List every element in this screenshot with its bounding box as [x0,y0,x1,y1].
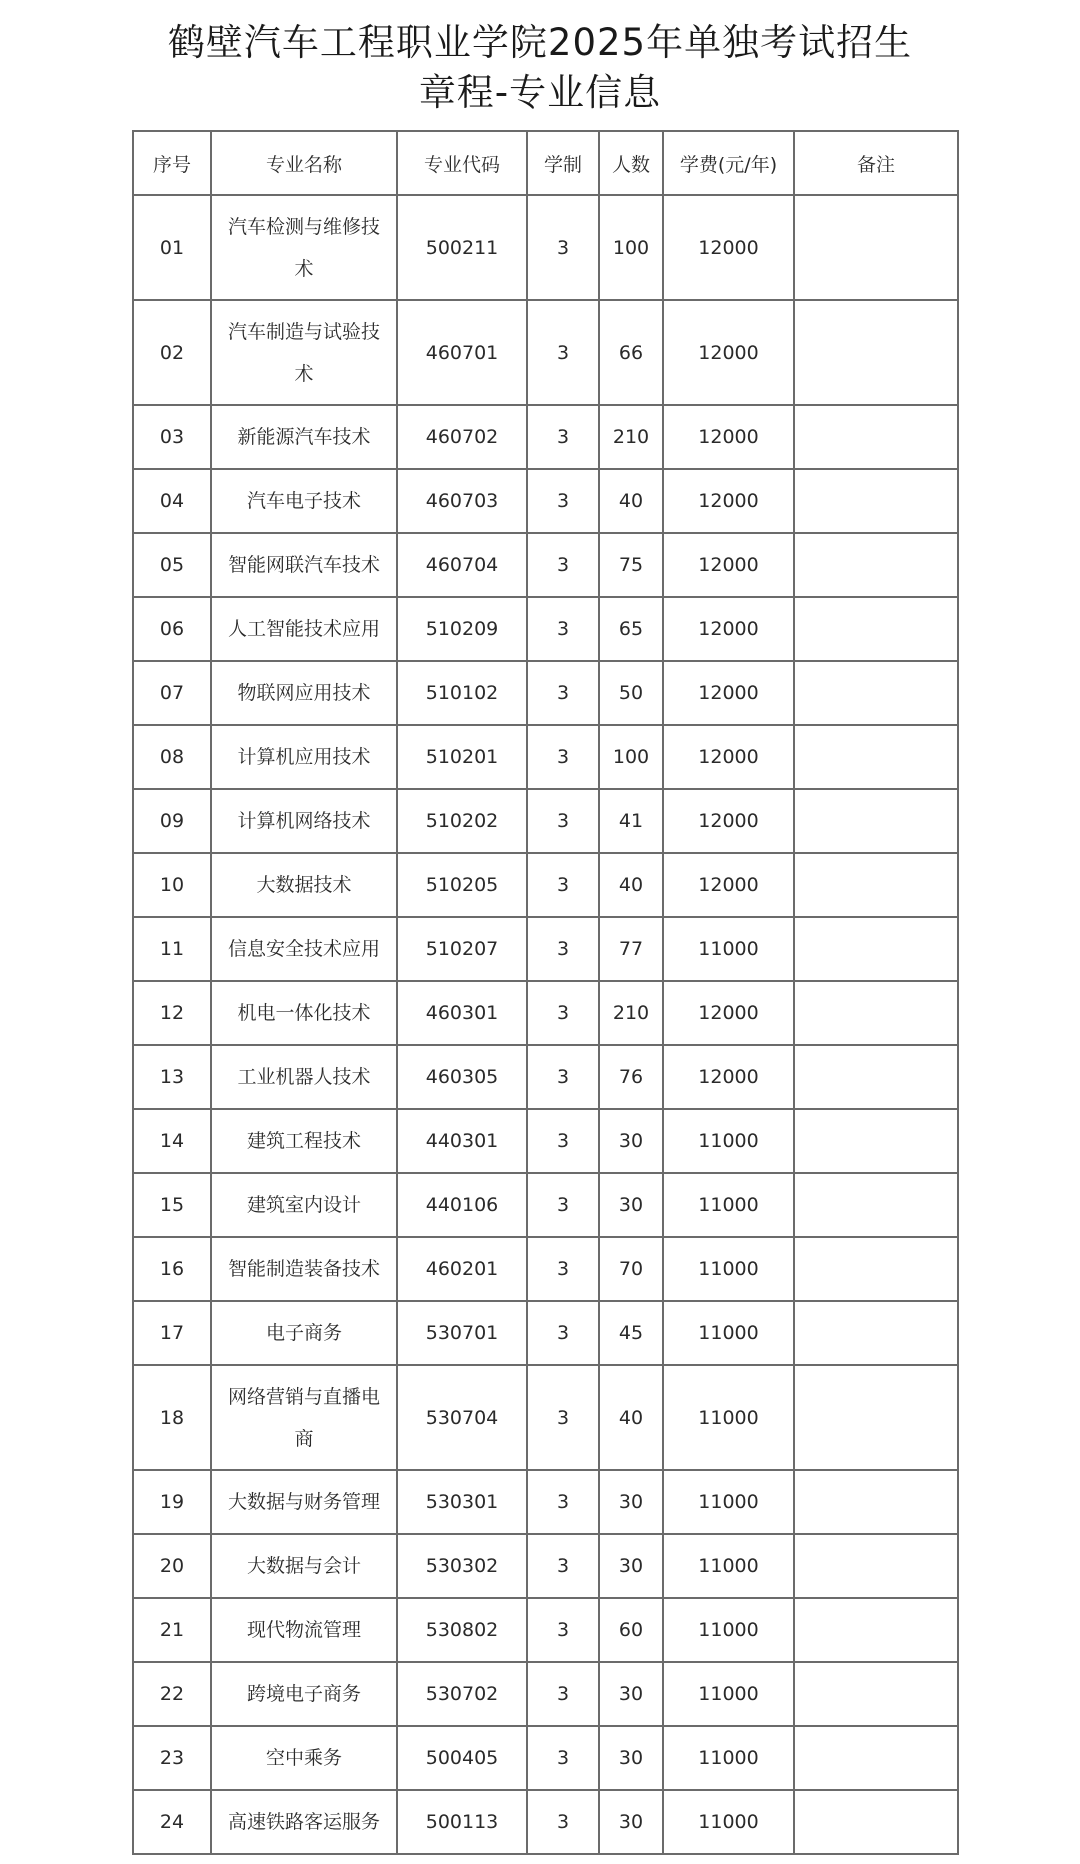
table-row [133,661,958,725]
cell-count: 40 [599,469,663,533]
cell-major-name: 大数据与财务管理 [211,1470,397,1534]
cell-major-code: 530301 [397,1470,527,1534]
header-no: 序号 [133,131,211,195]
cell-years: 3 [527,1237,599,1301]
cell-no: 10 [133,853,211,917]
cell-no: 12 [133,981,211,1045]
table-row [133,1301,958,1365]
cell-count: 76 [599,1045,663,1109]
cell-count: 70 [599,1237,663,1301]
cell-no: 13 [133,1045,211,1109]
cell-no: 18 [133,1365,211,1470]
cell-note [794,981,958,1045]
cell-years: 3 [527,1109,599,1173]
cell-no: 11 [133,917,211,981]
cell-major-code: 530702 [397,1662,527,1726]
cell-count: 30 [599,1726,663,1790]
cell-no: 21 [133,1598,211,1662]
table-row [133,195,958,300]
cell-note [794,1598,958,1662]
table-row [133,981,958,1045]
cell-no: 04 [133,469,211,533]
cell-count: 210 [599,405,663,469]
cell-fee: 11000 [663,1790,794,1854]
cell-major-code: 530302 [397,1534,527,1598]
cell-major-code: 530701 [397,1301,527,1365]
cell-fee: 11000 [663,1173,794,1237]
cell-major-name: 人工智能技术应用 [211,597,397,661]
cell-major-code: 500211 [397,195,527,300]
cell-note [794,300,958,405]
cell-major-name: 机电一体化技术 [211,981,397,1045]
table-row [133,1662,958,1726]
cell-fee: 12000 [663,300,794,405]
cell-years: 3 [527,1365,599,1470]
cell-note [794,195,958,300]
table-row [133,300,958,405]
cell-count: 100 [599,725,663,789]
cell-years: 3 [527,597,599,661]
cell-years: 3 [527,1045,599,1109]
cell-note [794,597,958,661]
cell-count: 77 [599,917,663,981]
cell-no: 06 [133,597,211,661]
cell-major-code: 510205 [397,853,527,917]
cell-fee: 11000 [663,1662,794,1726]
cell-no: 02 [133,300,211,405]
cell-major-name: 大数据技术 [211,853,397,917]
cell-years: 3 [527,300,599,405]
cell-years: 3 [527,1662,599,1726]
cell-fee: 11000 [663,1726,794,1790]
cell-no: 24 [133,1790,211,1854]
header-fee: 学费(元/年) [663,131,794,195]
cell-major-name: 计算机应用技术 [211,725,397,789]
cell-no: 08 [133,725,211,789]
cell-note [794,1301,958,1365]
cell-years: 3 [527,405,599,469]
cell-note [794,1365,958,1470]
cell-major-name: 建筑室内设计 [211,1173,397,1237]
cell-note [794,1173,958,1237]
cell-note [794,1726,958,1790]
cell-major-code: 500113 [397,1790,527,1854]
table-row [133,917,958,981]
cell-count: 60 [599,1598,663,1662]
cell-fee: 11000 [663,1237,794,1301]
cell-major-code: 530704 [397,1365,527,1470]
cell-fee: 12000 [663,661,794,725]
cell-fee: 11000 [663,1598,794,1662]
cell-note [794,1109,958,1173]
cell-major-code: 460702 [397,405,527,469]
cell-note [794,1662,958,1726]
cell-note [794,405,958,469]
cell-fee: 12000 [663,853,794,917]
cell-count: 30 [599,1790,663,1854]
cell-count: 50 [599,661,663,725]
cell-fee: 11000 [663,1470,794,1534]
cell-count: 30 [599,1662,663,1726]
cell-major-code: 460301 [397,981,527,1045]
cell-years: 3 [527,981,599,1045]
cell-major-code: 460201 [397,1237,527,1301]
cell-major-name: 计算机网络技术 [211,789,397,853]
table-row [133,853,958,917]
table-row [133,1726,958,1790]
cell-note [794,1790,958,1854]
cell-years: 3 [527,725,599,789]
cell-count: 30 [599,1173,663,1237]
cell-major-name: 汽车制造与试验技术 [211,300,397,405]
table-row [133,1173,958,1237]
cell-years: 3 [527,661,599,725]
cell-note [794,1045,958,1109]
cell-fee: 12000 [663,789,794,853]
table-row [133,1534,958,1598]
cell-years: 3 [527,853,599,917]
page-title-line-2: 章程-专业信息 [418,71,662,114]
cell-note [794,1534,958,1598]
cell-no: 03 [133,405,211,469]
cell-years: 3 [527,1726,599,1790]
cell-major-code: 500405 [397,1726,527,1790]
cell-count: 45 [599,1301,663,1365]
cell-count: 210 [599,981,663,1045]
cell-major-code: 510201 [397,725,527,789]
cell-major-name: 信息安全技术应用 [211,917,397,981]
cell-no: 17 [133,1301,211,1365]
cell-no: 23 [133,1726,211,1790]
table-row [133,1237,958,1301]
cell-no: 15 [133,1173,211,1237]
cell-major-name: 电子商务 [211,1301,397,1365]
cell-major-name: 新能源汽车技术 [211,405,397,469]
cell-major-code: 460701 [397,300,527,405]
cell-count: 40 [599,1365,663,1470]
cell-major-name: 空中乘务 [211,1726,397,1790]
cell-no: 07 [133,661,211,725]
cell-count: 100 [599,195,663,300]
cell-years: 3 [527,469,599,533]
table-row [133,1470,958,1534]
cell-note [794,917,958,981]
cell-major-code: 510207 [397,917,527,981]
cell-no: 09 [133,789,211,853]
table-row [133,1365,958,1470]
cell-count: 66 [599,300,663,405]
cell-major-name: 工业机器人技术 [211,1045,397,1109]
cell-years: 3 [527,789,599,853]
table-header-row [133,131,958,195]
table-row [133,469,958,533]
table-row [133,1045,958,1109]
cell-fee: 11000 [663,917,794,981]
cell-years: 3 [527,1598,599,1662]
cell-fee: 12000 [663,725,794,789]
cell-years: 3 [527,917,599,981]
cell-note [794,1237,958,1301]
table-row [133,597,958,661]
cell-years: 3 [527,1301,599,1365]
cell-years: 3 [527,1173,599,1237]
cell-major-code: 440301 [397,1109,527,1173]
cell-no: 20 [133,1534,211,1598]
cell-note [794,789,958,853]
cell-no: 16 [133,1237,211,1301]
cell-major-name: 建筑工程技术 [211,1109,397,1173]
cell-fee: 12000 [663,597,794,661]
cell-count: 30 [599,1534,663,1598]
cell-note [794,1470,958,1534]
cell-fee: 12000 [663,533,794,597]
cell-note [794,533,958,597]
cell-count: 30 [599,1109,663,1173]
cell-major-name: 汽车电子技术 [211,469,397,533]
cell-major-name: 大数据与会计 [211,1534,397,1598]
cell-count: 40 [599,853,663,917]
cell-major-code: 440106 [397,1173,527,1237]
cell-major-code: 510202 [397,789,527,853]
cell-no: 19 [133,1470,211,1534]
cell-major-name: 现代物流管理 [211,1598,397,1662]
table-row [133,1790,958,1854]
table-row [133,725,958,789]
cell-no: 22 [133,1662,211,1726]
table-row [133,789,958,853]
cell-major-name: 智能制造装备技术 [211,1237,397,1301]
cell-major-name: 网络营销与直播电商 [211,1365,397,1470]
header-count: 人数 [599,131,663,195]
cell-fee: 12000 [663,469,794,533]
header-years: 学制 [527,131,599,195]
cell-fee: 11000 [663,1301,794,1365]
cell-fee: 11000 [663,1534,794,1598]
cell-major-name: 汽车检测与维修技术 [211,195,397,300]
cell-major-code: 460704 [397,533,527,597]
cell-major-code: 510209 [397,597,527,661]
cell-major-name: 物联网应用技术 [211,661,397,725]
table-row [133,1109,958,1173]
cell-major-name: 高速铁路客运服务 [211,1790,397,1854]
cell-count: 65 [599,597,663,661]
cell-count: 41 [599,789,663,853]
cell-fee: 12000 [663,405,794,469]
cell-no: 14 [133,1109,211,1173]
page-title-line-1: 鹤壁汽车工程职业学院2025年单独考试招生 [167,21,913,64]
table-body [133,195,958,1854]
cell-fee: 12000 [663,195,794,300]
cell-major-name: 智能网联汽车技术 [211,533,397,597]
cell-note [794,469,958,533]
cell-years: 3 [527,1790,599,1854]
cell-note [794,853,958,917]
cell-count: 30 [599,1470,663,1534]
cell-no: 05 [133,533,211,597]
cell-note [794,725,958,789]
cell-years: 3 [527,195,599,300]
header-note: 备注 [794,131,958,195]
majors-table [132,130,959,1855]
cell-fee: 11000 [663,1365,794,1470]
cell-fee: 12000 [663,981,794,1045]
cell-no: 01 [133,195,211,300]
table-row [133,533,958,597]
cell-major-name: 跨境电子商务 [211,1662,397,1726]
table-row [133,405,958,469]
cell-years: 3 [527,533,599,597]
cell-major-code: 460305 [397,1045,527,1109]
cell-years: 3 [527,1534,599,1598]
header-code: 专业代码 [397,131,527,195]
cell-major-code: 460703 [397,469,527,533]
page-title [0,18,1080,118]
cell-fee: 11000 [663,1109,794,1173]
cell-count: 75 [599,533,663,597]
cell-major-code: 530802 [397,1598,527,1662]
cell-years: 3 [527,1470,599,1534]
cell-note [794,661,958,725]
table-row [133,1598,958,1662]
header-name: 专业名称 [211,131,397,195]
cell-fee: 12000 [663,1045,794,1109]
cell-major-code: 510102 [397,661,527,725]
